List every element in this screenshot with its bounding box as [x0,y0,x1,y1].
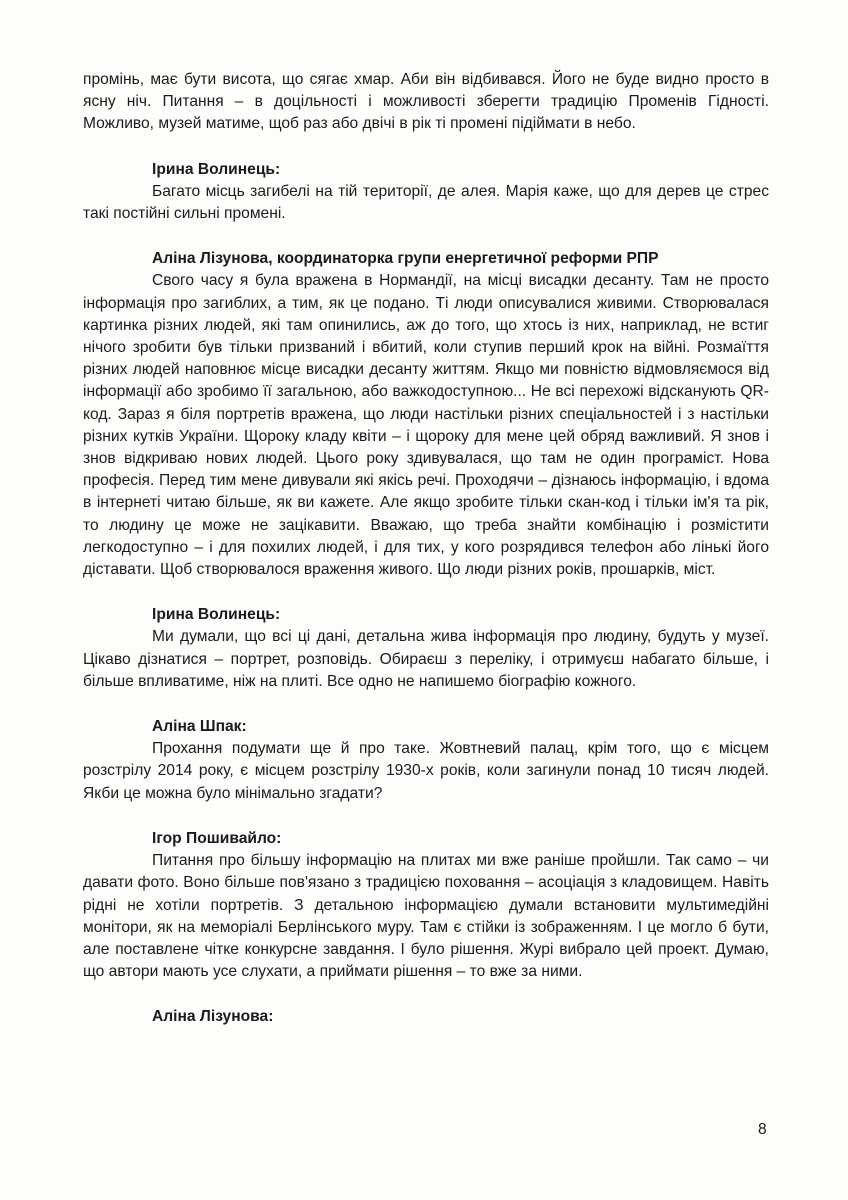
speaker-name: Ірина Волинець: [152,160,281,178]
paragraph-rays-continuation: промінь, має бути висота, що сягає хмар. Аби він відбивався. Його не буде видно просто в ясну ніч. Питання – в доцільності і можливості зберегти традицію Променів Гідності. Можливо, музей матиме, щоб раз або двічі в рік ті промені підіймати в небо. [83,71,769,133]
spacer [83,136,769,159]
spacer [83,693,769,716]
spacer [83,581,769,604]
page-content [83,69,769,1029]
speaker-name: Аліна Лізунова: [152,1008,274,1026]
spacer [83,983,769,1006]
speaker-name: Аліна Шпак: [152,718,247,736]
paragraph-volynets-2: Ми думали, що всі ці дані, детальна жива інформація про людину, будуть у музеї. Цікаво дізнатися – портрет, розповідь. Обираєш з переліку, і отримуєш набагато більше, і більше впливатиме, ніж на плиті. Все одно не напишемо біографію кожного. [83,628,769,690]
spacer [83,225,769,248]
paragraph-shpak: Прохання подумати ще й про таке. Жовтневий палац, крім того, що є місцем розстрілу 2014 року, є місцем розстрілу 1930-х років, коли загинули понад 10 тисяч людей. Якби це можна було мінімально згадати? [83,740,769,802]
speaker-name: Ігор Пошивайло: [152,829,282,847]
paragraph-volynets-1: Багато місць загибелі на тій території, де алея. Марія каже, що для дерев це стрес такі постійні сильні промені. [83,182,769,223]
spacer [83,805,769,828]
speaker-name: Ірина Волинець: [152,606,281,624]
page-number: 8 [758,1121,767,1138]
paragraph-lizunova-1: Свого часу я була вражена в Нормандії, на місці висадки десанту. Там не просто інформація про загиблих, а тим, як це подано. Ті люди описувалися живими. Створювалася картинка різних людей, які там опинились, аж до того, що хтось із них, наприклад, не встиг нічого зробити був тільки призваний і вбитий, коли ступив перший крок на війні. Розмаїття різних людей наповнює місце висадки десанту життям. Якщо ми повністю відмовляємося від інформації або зробимо її загальною, або важкодоступною... Не всі перехожі відсканують QR-код. Зараз я біля портретів вражена, що люди настільки різних спеціальностей і з настільки різних кутків України. Щороку кладу квіти – і щороку для мене цей обряд важливий. Я знов і знов відкриваю нових людей. Цього року здивувалася, що там не один програміст. Нова професія. Перед тим мене дивували які якісь речі. Проходячи – дізнаюсь інформацію, і вдома в інтернеті читаю більше, як ви кажете. Але якщо зробите тільки скан-код і тільки ім'я та рік, то людину це може не зацікавити. Вважаю, що треба знайти комбінацію і розмістити легкодоступно – і для похилих людей, і для тих, у кого розрядився телефон або лінькі його діставати. Щоб створювалося враження живого. Що люди різних років, прошарків, міст. [83,272,769,579]
paragraph-poshyvailo: Питання про більшу інформацію на плитах ми вже раніше пройшли. Так само – чи давати фото. Воно більше пов'язано з традицією поховання – асоціація з кладовищем. Навіть рідні не хотіли портретів. З детальною інформацією думали встановити мультимедійні монітори, як на меморіалі Берлінського муру. Там є стійки із зображенням. І це могло б бути, але поставлене чітке конкурсне завдання. І було рішення. Журі вибрало цей проект. Думаю, що автори мають усе слухати, а приймати рішення – то вже за ними. [83,852,769,981]
speaker-name: Аліна Лізунова, координаторка групи енергетичної реформи РПР [152,250,659,268]
